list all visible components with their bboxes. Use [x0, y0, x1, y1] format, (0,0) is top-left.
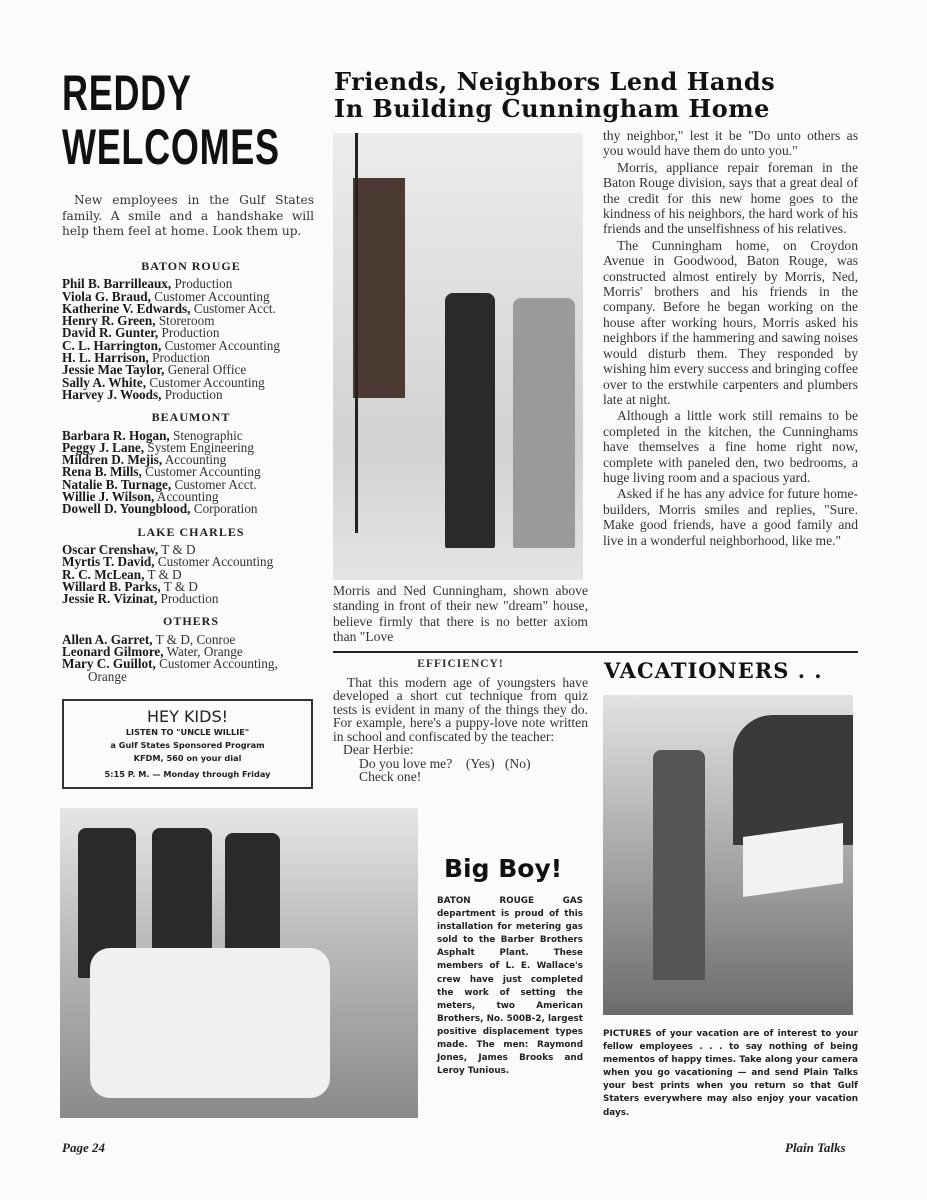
title-line-1: REDDY: [62, 65, 192, 121]
article-paragraph: Although a little work still remains to be completed in the kitchen, the Cunninghams have themselves a fine home right now, complete with paneled den, two bedrooms, a huge living room and a spacious yard.: [603, 408, 858, 485]
employee-department: Production: [164, 386, 223, 402]
headline-line-2: In Building Cunningham Home: [334, 94, 770, 123]
roster-entry: [62, 503, 320, 515]
article-paragraph: Morris, appliance repair foreman in the Baton Rouge division, says that a great deal of the credit for this new home goes to the kindness of his neighbors, the hard work of his friends and the unselfishness of his relatives.: [603, 159, 858, 237]
employee-department: Production: [160, 591, 219, 607]
employee-name: Phil B. Barrilleaux,: [62, 276, 172, 292]
employee-department: Stenographic: [173, 427, 243, 443]
efficiency-heading: EFFICIENCY!: [417, 658, 504, 670]
employee-department: Accounting: [164, 452, 227, 468]
gas-crew-photo: [60, 808, 418, 1118]
employee-department: Production: [161, 325, 220, 341]
employee-department: T & D: [163, 578, 198, 594]
efficiency-text: That this modern age of youngsters have developed a short cut technique from quiz tests is evident in many of the things they do. For example, here's a puppy-love note written in school and confiscated by the teacher:: [333, 674, 588, 744]
employee-name: Sally A. White,: [62, 374, 147, 390]
employee-department: Production: [152, 350, 211, 366]
employee-name: Willard B. Parks,: [62, 578, 161, 594]
title-line-2: WELCOMES: [62, 119, 280, 175]
employee-department: Accounting: [156, 489, 219, 505]
article-paragraph: Asked if he has any advice for future home-builders, Morris smiles and replies, "Sure. Make good friends, have a good family and live in a wonderful neighborhood, like me.": [603, 486, 858, 548]
roster-entry: [62, 386, 320, 402]
employee-department: T & D: [147, 566, 182, 582]
employee-name: Allen A. Garret,: [62, 631, 153, 647]
employee-name: R. C. McLean,: [62, 566, 145, 582]
employee-name: Myrtis T. David,: [62, 554, 155, 570]
employee-department: Customer Acct.: [174, 476, 257, 492]
hey-kids-line: KFDM, 560 on your dial: [133, 753, 242, 763]
employee-department: Customer Accounting: [149, 374, 265, 390]
employee-name: C. L. Harrington,: [62, 337, 162, 353]
hey-kids-line: LISTEN TO "UNCLE WILLIE": [125, 727, 250, 737]
employee-department: T & D, Conroe: [155, 631, 236, 647]
article-paragraph: thy neighbor," lest it be "Do unto others as you would have them do unto you.": [603, 128, 858, 159]
employee-name: David R. Gunter,: [62, 325, 159, 341]
employee-department: Storeroom: [158, 313, 215, 329]
hey-kids-heading: HEY KIDS!: [146, 707, 229, 726]
hey-kids-box: [62, 699, 313, 789]
vacationers-body: of your vacation are of interest to your fellow employees . . . to say nothing of being mementos of happy times. Take along your camera when you go vacationing — and send Plain Talks your best prints when you return so that Gulf Staters everywhere may also enjoy your vacation days.: [603, 1029, 858, 1118]
vacationers-heading: VACATIONERS . .: [604, 658, 823, 683]
section-divider: [333, 651, 858, 653]
employee-department: Customer Accounting,: [159, 656, 278, 672]
photo-caption: Morris and Ned Cunningham, shown above standing in front of their new "dream" house, believe firmly that there is no better axiom than "Love: [333, 583, 588, 645]
roster-section-heading: BATON ROUGE: [141, 259, 241, 273]
employee-department: Customer Accounting: [157, 554, 274, 570]
employee-name: Jessie Mae Taylor,: [62, 362, 165, 378]
big-boy-heading: Big Boy!: [444, 854, 563, 883]
employee-name: Oscar Crenshaw,: [62, 541, 159, 557]
efficiency-item: [333, 658, 588, 784]
hey-kids-line: a Gulf States Sponsored Program: [110, 740, 265, 750]
employee-name: Mildren D. Mejis,: [62, 452, 163, 468]
article-paragraph: The Cunningham home, on Croydon Avenue in Goodwood, Baton Rouge, was constructed almost entirely by Morris, Ned, Morris' brothers and his friends in the company. Before he began working on the house after working hours, Morris asked his neighbors if the hammering and sawing noises would disturb them. They responded by wishing him every success and bringing coffee over to the erstwhile carpenters and plumbers late at night.: [603, 237, 858, 407]
efficiency-note-line: Check one!: [359, 769, 422, 784]
employee-department-continued: Orange: [88, 668, 127, 684]
employee-name: Viola G. Braud,: [62, 288, 151, 304]
roster-entry: [62, 593, 320, 605]
employee-name: Jessie R. Vizinat,: [62, 591, 158, 607]
roster-section-heading: LAKE CHARLES: [137, 524, 245, 539]
roster-section-heading: BEAUMONT: [151, 410, 231, 425]
employee-department: Production: [174, 276, 233, 292]
employee-name: Barbara R. Hogan,: [62, 427, 170, 443]
efficiency-note-line: Do you love me? (Yes) (No): [359, 755, 531, 771]
employee-department: Customer Accounting: [145, 464, 261, 480]
employee-name: Henry R. Green,: [62, 313, 156, 329]
employee-name: Willie J. Wilson,: [62, 489, 155, 505]
publication-name: Plain Talks: [785, 1140, 846, 1155]
welcome-intro: New employees in the Gulf States family. A smile and a handshake will help them feel at home. Look them up.: [62, 193, 314, 238]
hey-kids-line: 5:15 P. M. — Monday through Friday: [104, 769, 271, 779]
employee-department: T & D: [161, 541, 196, 557]
new-employee-roster: [62, 250, 320, 683]
cunningham-photo: [333, 133, 583, 580]
employee-department: Customer Accounting: [154, 288, 270, 304]
roster-section-heading: OTHERS: [162, 614, 219, 629]
efficiency-salutation: Dear Herbie:: [343, 742, 414, 757]
employee-department: Customer Acct.: [193, 300, 276, 316]
vacation-photo: [603, 695, 853, 1015]
employee-department: Customer Accounting: [164, 337, 280, 353]
employee-department: Corporation: [193, 501, 258, 517]
employee-department: System Engineering: [147, 439, 254, 455]
employee-name: Harvey J. Woods,: [62, 386, 162, 402]
vacationers-text: [603, 1028, 858, 1120]
employee-name: H. L. Harrison,: [62, 350, 149, 366]
article-body: [603, 128, 858, 549]
employee-name: Peggy J. Lane,: [62, 439, 145, 455]
article-headline: [334, 68, 844, 122]
vacationers-lead: PICTURES: [603, 1029, 652, 1039]
employee-name: Dowell D. Youngblood,: [62, 501, 191, 517]
employee-department: General Office: [167, 362, 247, 378]
reddy-welcomes-title: [62, 66, 280, 174]
employee-department: Water, Orange: [166, 644, 243, 660]
page-number: Page 24: [62, 1140, 105, 1155]
employee-name: Mary C. Guillot,: [62, 656, 156, 672]
headline-line-1: Friends, Neighbors Lend Hands: [334, 67, 776, 96]
employee-name: Natalie B. Turnage,: [62, 476, 172, 492]
big-boy-text: BATON ROUGE GAS department is proud of this installation for metering gas sold to the Barber Brothers Asphalt Plant. These members of L. E. Wallace's crew have just completed the work of setting the meters, two American Brothers, No. 500B-2, largest positive displacement types made. The men: Raymond Jones, James Brooks and Leroy Tunious.: [437, 896, 583, 1077]
employee-name: Rena B. Mills,: [62, 464, 142, 480]
employee-name: Leonard Gilmore,: [62, 644, 164, 660]
employee-name: Katherine V. Edwards,: [62, 300, 191, 316]
